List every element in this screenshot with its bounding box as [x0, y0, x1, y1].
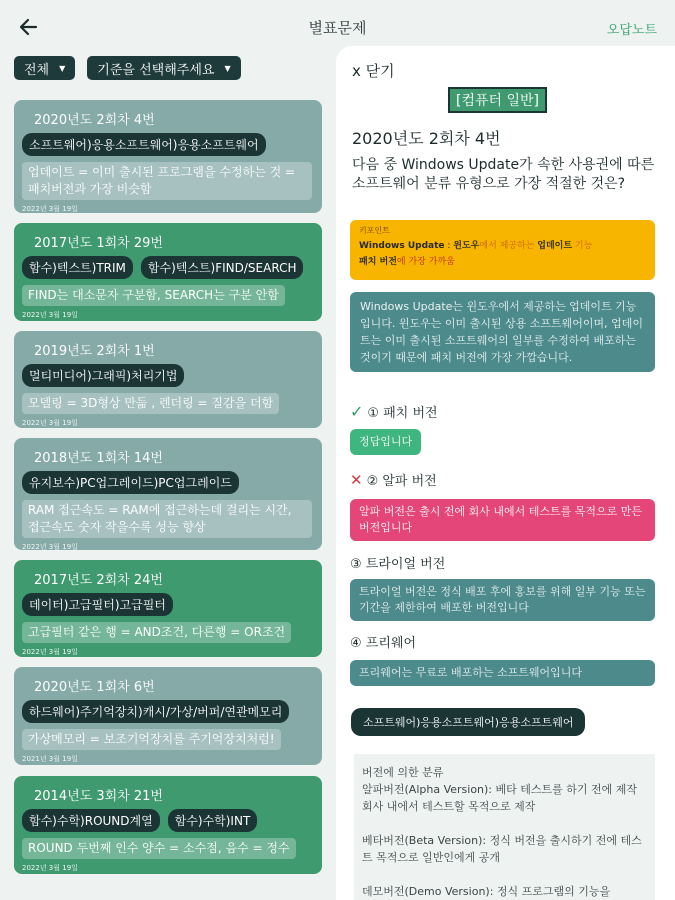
- criteria-dropdown[interactable]: [87, 56, 240, 80]
- card-tag: 하드웨어)주기억장치)캐시/가상/버퍼/연관메모리: [22, 700, 289, 723]
- card-title: 2018년도 1회차 14번: [34, 451, 163, 466]
- card-date: 2022년 3월 19일: [22, 543, 78, 550]
- card-date: 2022년 3월 19일: [22, 648, 78, 656]
- card-tag: 함수)수학)INT: [168, 809, 258, 832]
- keypoint-text: 기능: [572, 241, 593, 251]
- filter-bar: [14, 56, 241, 80]
- question-detail-panel: [336, 46, 675, 900]
- option-4[interactable]: [350, 632, 416, 651]
- question-card[interactable]: [14, 667, 322, 765]
- keypoint-label: 키포인트: [359, 226, 390, 235]
- card-date: 2021년 3월 19일: [22, 755, 78, 763]
- card-summary: 고급필터 같은 행 = AND조건, 다른행 = OR조건: [22, 622, 291, 643]
- card-tag: 함수)텍스트)FIND/SEARCH: [141, 256, 304, 279]
- caret-down-icon: ▼: [224, 63, 231, 73]
- option-feedback: 프리웨어는 무료로 배포하는 소프트웨어입니다: [350, 660, 655, 686]
- card-title: 2017년도 1회차 29번: [34, 236, 163, 251]
- card-date: 2022년 3월 19일: [22, 311, 78, 319]
- question-card[interactable]: [14, 331, 322, 428]
- card-title: 2020년도 2회차 4번: [34, 113, 155, 128]
- card-summary: ROUND 두번째 인수 양수 = 소수점, 음수 = 정수: [22, 838, 296, 859]
- option-label: ① 패치 버전: [367, 406, 438, 421]
- keypoint-term: 업데이트: [537, 241, 573, 251]
- keypoint-text: :: [444, 241, 454, 251]
- close-button[interactable]: x 닫기: [352, 62, 395, 80]
- criteria-label: 기준을 선택해주세요: [97, 62, 215, 78]
- notes-box: 버전에 의한 분류 알파버전(Alpha Version): 베타 테스트를 하기 전에 제작 회사 내에서 테스트할 목적으로 제작 베타버전(Beta Version): 정식 버전을 출시하기 전에 테스트 목적으로 일반인에게 공개 데모버전(Demo Version): 정식 프로그램의 기능을: [354, 754, 655, 900]
- question-card[interactable]: [14, 438, 322, 550]
- option-label: ③ 트라이얼 버전: [350, 557, 446, 572]
- filter-all-dropdown[interactable]: [14, 56, 75, 80]
- card-summary: 모델링 = 3D형상 만듦 , 렌더링 = 질감을 더함: [22, 393, 279, 414]
- card-title: 2017년도 2회차 24번: [34, 573, 163, 588]
- option-label: ② 알파 버전: [366, 474, 437, 489]
- card-title: 2020년도 1회차 6번: [34, 680, 155, 695]
- card-date: 2022년 3월 19일: [22, 205, 78, 213]
- question-number: 2020년도 2회차 4번: [352, 129, 501, 148]
- option-label: ④ 프리웨어: [350, 636, 417, 651]
- card-summary: RAM 접근속도 = RAM에 접근하는데 걸리는 시간, 접근속도 숫자 작을수록 성능 향상: [22, 500, 312, 538]
- check-icon: ✓: [350, 402, 364, 421]
- card-summary: 가상메모리 = 보조기억장치를 주기억장치처럼!: [22, 729, 281, 750]
- card-tag: 함수)수학)ROUND계열: [22, 809, 160, 832]
- card-tag: 소프트웨어)응용소프트웨어)응용소프트웨어: [22, 133, 266, 156]
- card-tag: 데이터)고급필터)고급필터: [22, 593, 173, 616]
- keypoint-text: 에서 제공하는: [479, 241, 538, 251]
- category-tag[interactable]: 소프트웨어)응용소프트웨어)응용소프트웨어: [351, 708, 585, 736]
- option-1[interactable]: [350, 402, 438, 421]
- caret-down-icon: ▼: [59, 63, 66, 73]
- option-feedback: 알파 버전은 출시 전에 회사 내에서 테스트를 목적으로 만든 버전입니다: [350, 499, 655, 541]
- option-2[interactable]: [350, 470, 437, 489]
- option-feedback: 정답입니다: [350, 429, 421, 455]
- question-text: 다음 중 Windows Update가 속한 사용권에 따른 소프트웨어 분류 유형으로 가장 적절한 것은?: [352, 157, 655, 192]
- keypoint-term: 패치 버전: [359, 257, 397, 267]
- explanation-box: Windows Update는 윈도우에서 제공하는 업데이트 기능입니다. 윈도우는 이미 출시된 상용 소프트웨어이며, 업데이트는 이미 출시된 소프트웨어의 일부를 수정하여 배포하는 것이기 때문에 패치 버전에 가장 가깝습니다.: [350, 292, 655, 372]
- card-tag: 멀티미디어)그래픽)처리기법: [22, 364, 184, 387]
- card-title: 2014년도 3회차 21번: [34, 789, 163, 804]
- card-tag: 유지보수)PC업그레이드)PC업그레이드: [22, 471, 239, 494]
- page-title: 별표문제: [308, 19, 367, 37]
- question-card[interactable]: [14, 776, 322, 874]
- card-summary: FIND는 대소문자 구분함, SEARCH는 구분 안함: [22, 285, 285, 306]
- wrong-answer-note-link[interactable]: 오답노트: [606, 23, 657, 38]
- subject-badge: [컴퓨터 일반]: [448, 87, 547, 113]
- keypoint-term: Windows Update: [359, 241, 445, 251]
- option-feedback: 트라이얼 버전은 정식 배포 후에 홍보를 위해 일부 기능 또는 기간을 제한하여 배포한 버전입니다: [350, 579, 655, 621]
- keypoint-text: 에 가장 가까움: [396, 257, 455, 267]
- card-date: 2022년 3월 19일: [22, 864, 78, 872]
- keypoint-box: [350, 220, 655, 280]
- cross-icon: ✕: [350, 470, 363, 489]
- filter-all-label: 전체: [24, 62, 50, 78]
- card-date: 2022년 3월 19일: [22, 419, 78, 427]
- question-card[interactable]: [14, 100, 322, 213]
- question-card[interactable]: [14, 560, 322, 657]
- question-card[interactable]: [14, 223, 322, 321]
- card-tag: 함수)텍스트)TRIM: [22, 256, 133, 279]
- keypoint-term: 윈도우: [453, 241, 480, 251]
- card-title: 2019년도 2회차 1번: [34, 344, 155, 359]
- option-3[interactable]: [350, 553, 445, 572]
- card-summary: 업데이트 = 이미 출시된 프로그램을 수정하는 것 = 패치버전과 가장 비슷함: [22, 162, 312, 200]
